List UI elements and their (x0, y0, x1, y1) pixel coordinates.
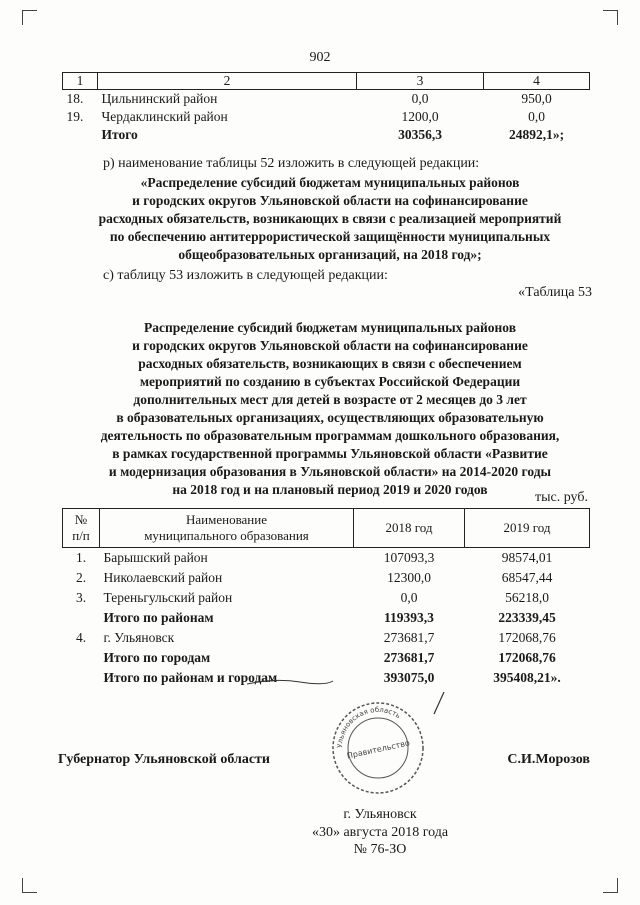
title-line: в рамках государственной программы Ульяновской области «Развитие (112, 446, 548, 461)
table-row (63, 568, 590, 588)
title-line: общеобразовательных организаций, на 2018 год»; (178, 247, 482, 262)
place: г. Ульяновск (343, 807, 417, 822)
table-row (63, 588, 590, 608)
crop-mark-bottom-right (603, 878, 618, 893)
crop-mark-top-right (603, 10, 618, 25)
row-value-2018: 0,0 (400, 590, 418, 605)
row-number (63, 668, 100, 688)
row-number: 2. (75, 570, 87, 585)
row-value-2018: 273681,7 (383, 650, 435, 665)
row-name: Чердаклинский район (101, 109, 228, 124)
row-value: 0,0 (528, 109, 545, 124)
title-line: деятельность по образовательным программам дошкольного образования, (100, 428, 560, 443)
row-value: 0,0 (411, 91, 429, 106)
row-value: 24892,1»; (508, 127, 565, 142)
row-value-2019: 98574,01 (501, 550, 553, 565)
table-53 (62, 508, 590, 688)
row-name: г. Ульяновск (103, 630, 175, 645)
title-line: мероприятий по созданию в субъектах Российской Федерации (139, 374, 521, 389)
table-53-label: «Таблица 53 (518, 285, 592, 300)
row-number: 4. (75, 630, 87, 645)
table-1-header-cell: 4 (484, 73, 590, 90)
table-1-header-cell: 3 (357, 73, 484, 90)
row-value: 30356,3 (398, 127, 442, 142)
paragraph-r: р) наименование таблицы 52 изложить в следующей редакции: (103, 156, 480, 171)
header-2019: 2019 год (465, 509, 590, 548)
table-row-total (63, 648, 590, 668)
signature-stroke (245, 676, 335, 688)
title-line: расходных обязательств, возникающих в связи с реализацией мероприятий (98, 211, 562, 226)
table-row-total (63, 126, 590, 144)
row-value-2018: 119393,3 (384, 610, 434, 625)
signature-mark (430, 688, 460, 718)
title-table-53 (70, 319, 590, 499)
row-name: Итого (101, 127, 138, 142)
crop-mark-bottom-left (22, 878, 37, 893)
row-value-2019: 172068,76 (498, 630, 556, 645)
row-name: Итого по городам (103, 650, 211, 665)
title-line: дополнительных мест для детей в возрасте от 2 месяцев до 3 лет (133, 392, 527, 407)
title-line: в образовательных организациях, осуществляющих образовательную (116, 410, 544, 425)
row-value-2019: 68547,44 (501, 570, 553, 585)
row-name: Барышский район (103, 550, 208, 565)
row-name: Тереньгульский район (103, 590, 233, 605)
governor-name: С.И.Морозов (507, 752, 590, 767)
row-value-2018: 273681,7 (383, 630, 435, 645)
row-name: Николаевский район (103, 570, 223, 585)
header-2018: 2018 год (354, 509, 465, 548)
table-row (63, 108, 590, 126)
table-row (63, 628, 590, 648)
row-number (63, 126, 98, 144)
header-number: № п/п (63, 509, 100, 548)
title-line: «Распределение субсидий бюджетам муниципальных районов (140, 175, 520, 190)
row-value-2019: 395408,21». (493, 670, 561, 685)
table-1-header-cell: 1 (63, 73, 98, 90)
title-line: расходных обязательств, возникающих в связи с обеспечением (138, 356, 522, 371)
header-name: Наименование муниципального образования (100, 509, 354, 548)
row-name: Цильнинский район (101, 91, 218, 106)
row-number: 1. (75, 550, 87, 565)
row-value-2019: 172068,76 (498, 650, 556, 665)
table-53-header (63, 509, 590, 548)
table-1-header-cell: 2 (98, 73, 357, 90)
page-number: 902 (309, 50, 331, 65)
table-row-total (63, 608, 590, 628)
title-line: и модернизация образования в Ульяновской области» на 2014-2020 годы (108, 464, 552, 479)
row-number: 3. (75, 590, 87, 605)
row-name: Итого по районам и городам (103, 670, 278, 685)
units-label: тыс. руб. (535, 490, 588, 505)
row-number: 18. (66, 91, 84, 106)
row-number (63, 648, 100, 668)
title-line: и городских округов Ульяновской области на софинансирование (132, 193, 528, 208)
paragraph-s: с) таблицу 53 изложить в следующей редакции: (103, 268, 388, 283)
title-line: на 2018 год и на плановый период 2019 и 2020 годов (172, 482, 488, 497)
official-seal (330, 700, 426, 796)
row-value-2018: 12300,0 (387, 570, 431, 585)
title-line: по обеспечению антитеррористической защищённости муниципальных (109, 229, 551, 244)
table-row (63, 548, 590, 569)
table-1 (62, 72, 590, 144)
title-table-52 (70, 174, 590, 264)
row-value-2018: 393075,0 (383, 670, 435, 685)
row-value-2018: 107093,3 (383, 550, 435, 565)
row-value: 1200,0 (401, 109, 439, 124)
law-number: № 76-ЗО (353, 842, 407, 857)
table-row (63, 90, 590, 109)
date: «30» августа 2018 года (311, 825, 449, 840)
row-number (63, 608, 100, 628)
row-value: 950,0 (521, 91, 552, 106)
seal-inner-text: Правительство (346, 738, 411, 761)
governor-title: Губернатор Ульяновской области (58, 752, 270, 767)
row-value-2019: 56218,0 (505, 590, 549, 605)
seal-outer-text: Ульяновская область (335, 705, 402, 749)
row-number: 19. (66, 109, 84, 124)
row-name: Итого по районам (103, 610, 214, 625)
crop-mark-top-left (22, 10, 37, 25)
table-1-header (63, 73, 590, 90)
title-line: и городских округов Ульяновской области на софинансирование (132, 338, 528, 353)
row-value-2019: 223339,45 (498, 610, 556, 625)
title-line: Распределение субсидий бюджетам муниципальных районов (143, 320, 517, 335)
